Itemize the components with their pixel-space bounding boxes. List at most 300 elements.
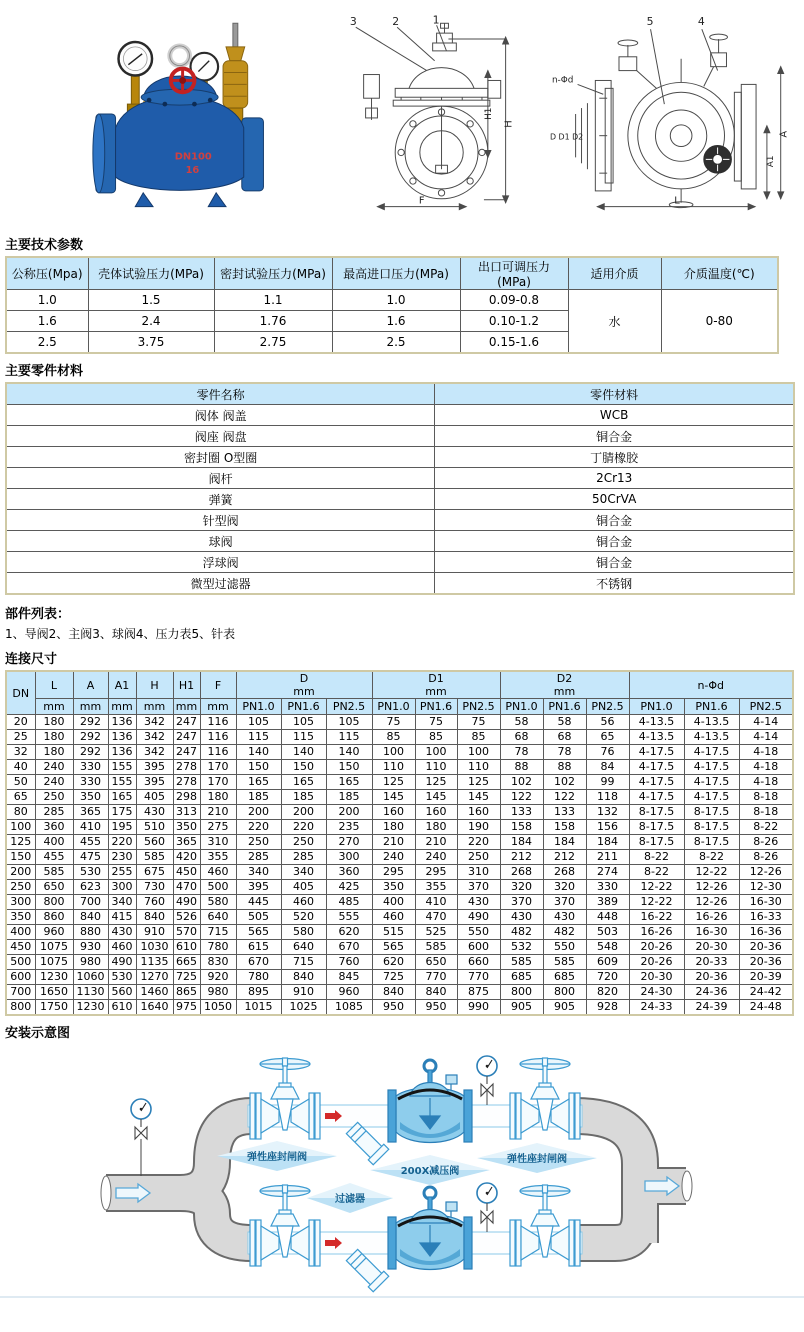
inlet-pressure-gauge <box>131 1099 151 1176</box>
cell: 355 <box>200 850 236 865</box>
cell: 580 <box>281 925 326 940</box>
cell: 8-26 <box>739 850 793 865</box>
cell: 1.76 <box>214 311 332 332</box>
cell: 4-13.5 <box>684 715 739 730</box>
cell: 370 <box>500 895 543 910</box>
params-header-row <box>6 257 778 290</box>
cell: 715 <box>200 925 236 940</box>
cell: 445 <box>236 895 281 910</box>
cell: 292 <box>73 715 108 730</box>
cell: 8-17.5 <box>684 820 739 835</box>
cell: 240 <box>415 850 457 865</box>
cell: 4-17.5 <box>684 775 739 790</box>
cell: 80 <box>6 805 35 820</box>
cell: 180 <box>35 730 73 745</box>
cell: 585 <box>500 955 543 970</box>
cell: 240 <box>35 775 73 790</box>
cell: 295 <box>415 865 457 880</box>
cell: 950 <box>372 1000 415 1016</box>
cell: 24-39 <box>684 1000 739 1016</box>
label-d-d1-d2: D D1 D2 <box>549 132 583 142</box>
cell: 800 <box>500 985 543 1000</box>
cell: 16-30 <box>684 925 739 940</box>
group-header-nphid: n-Φd <box>629 671 793 699</box>
pn-header: PN2.5 <box>586 699 629 715</box>
cell: 555 <box>326 910 372 925</box>
cell: 136 <box>108 730 136 745</box>
cell: 211 <box>586 850 629 865</box>
cell: 100 <box>6 820 35 835</box>
cell: 210 <box>415 835 457 850</box>
table-row <box>6 910 793 925</box>
cell: 8-18 <box>739 790 793 805</box>
cell: 650 <box>35 880 73 895</box>
cell: 389 <box>586 895 629 910</box>
label-n-phi-d: n-Φd <box>551 75 573 86</box>
cell: 610 <box>173 940 200 955</box>
cell: 1025 <box>281 1000 326 1016</box>
cell: 3.75 <box>88 332 214 354</box>
cell: 2Cr13 <box>435 468 794 489</box>
table-row <box>6 835 793 850</box>
cell: 530 <box>108 970 136 985</box>
cell: 365 <box>173 835 200 850</box>
cell: 482 <box>500 925 543 940</box>
conn-header-row-2 <box>6 699 793 715</box>
cell: 278 <box>173 775 200 790</box>
cell: 115 <box>326 730 372 745</box>
cell: 1.6 <box>6 311 88 332</box>
cell: 20 <box>6 715 35 730</box>
dim-a: A <box>778 130 790 138</box>
cell: 460 <box>200 865 236 880</box>
cell: 430 <box>543 910 586 925</box>
gate-valve <box>510 1185 580 1266</box>
cell: 240 <box>35 760 73 775</box>
cell: 320 <box>500 880 543 895</box>
cell: 118 <box>586 790 629 805</box>
pn-header: PN1.0 <box>372 699 415 715</box>
cell: 255 <box>108 865 136 880</box>
cell: 1.5 <box>88 290 214 311</box>
red-handwheel <box>171 69 195 93</box>
cell: 12-26 <box>684 880 739 895</box>
cell: 85 <box>415 730 457 745</box>
cell: 4-13.5 <box>684 730 739 745</box>
cell: 285 <box>236 850 281 865</box>
cell: 185 <box>236 790 281 805</box>
cell: 370 <box>543 895 586 910</box>
cell: 220 <box>108 835 136 850</box>
table-row <box>6 489 794 510</box>
cell: 450 <box>6 940 35 955</box>
params-table <box>5 256 779 354</box>
cell: 12-22 <box>629 895 684 910</box>
cell: 170 <box>200 775 236 790</box>
cell: 220 <box>457 835 500 850</box>
cell: 585 <box>543 955 586 970</box>
cell: 623 <box>73 880 108 895</box>
cell: 1750 <box>35 1000 73 1016</box>
connection-table <box>5 670 794 1016</box>
cell: 640 <box>281 940 326 955</box>
cell: 960 <box>35 925 73 940</box>
dim-l: L <box>673 195 680 207</box>
pilot-gauge <box>477 1183 497 1232</box>
cell: 485 <box>326 895 372 910</box>
table-row <box>6 985 793 1000</box>
photo-marking-pn: 16 <box>185 165 200 177</box>
cell: 550 <box>457 925 500 940</box>
cell: 685 <box>543 970 586 985</box>
table-row <box>6 760 793 775</box>
cell: 190 <box>457 820 500 835</box>
cell: 230 <box>108 850 136 865</box>
cell: 铜合金 <box>435 426 794 447</box>
cell: 20-36 <box>684 970 739 985</box>
label-gate-valve-right: 弹性座封闸阀 <box>507 1154 567 1166</box>
cell: 99 <box>586 775 629 790</box>
cell: 250 <box>6 880 35 895</box>
cell: 510 <box>136 820 173 835</box>
cell: 16-26 <box>684 910 739 925</box>
cell: 32 <box>6 745 35 760</box>
cell: 640 <box>200 910 236 925</box>
cell: 56 <box>586 715 629 730</box>
cell: 300 <box>326 850 372 865</box>
cell: 不锈钢 <box>435 573 794 595</box>
dimensions-section-title: 连接尺寸 <box>5 652 58 667</box>
cell: 76 <box>586 745 629 760</box>
table-row <box>6 820 793 835</box>
cell: 78 <box>543 745 586 760</box>
lower-branch <box>248 1183 582 1292</box>
pn-header: PN1.0 <box>500 699 543 715</box>
cell: 410 <box>73 820 108 835</box>
cell: 448 <box>586 910 629 925</box>
cell: 铜合金 <box>435 510 794 531</box>
label-reducing-valve: 200X减压阀 <box>400 1166 460 1178</box>
cell: 125 <box>415 775 457 790</box>
cell: 1130 <box>73 985 108 1000</box>
cell: 370 <box>457 880 500 895</box>
cell: 210 <box>372 835 415 850</box>
cell: 8-18 <box>739 805 793 820</box>
cell: 185 <box>281 790 326 805</box>
cell: 184 <box>543 835 586 850</box>
cell: 16-26 <box>629 925 684 940</box>
cell: 845 <box>326 970 372 985</box>
cell: 730 <box>136 880 173 895</box>
cell: 116 <box>200 745 236 760</box>
cell: 250 <box>236 835 281 850</box>
cell: 395 <box>236 880 281 895</box>
cell: 700 <box>73 895 108 910</box>
cell: 100 <box>372 745 415 760</box>
table-row <box>6 925 793 940</box>
cell: 铜合金 <box>435 531 794 552</box>
cell: 8-22 <box>629 865 684 880</box>
cell: 455 <box>73 835 108 850</box>
col-header: L <box>35 671 73 699</box>
cell: 122 <box>500 790 543 805</box>
col-header: F <box>200 671 236 699</box>
cell: 195 <box>108 820 136 835</box>
callout-3: 3 <box>350 15 358 29</box>
install-section-title: 安装示意图 <box>5 1026 71 1042</box>
cell: 570 <box>173 925 200 940</box>
cell: 715 <box>281 955 326 970</box>
table-row <box>6 573 794 595</box>
table-row <box>6 805 793 820</box>
cell: 360 <box>35 820 73 835</box>
cell: 905 <box>500 1000 543 1016</box>
cell: 330 <box>73 760 108 775</box>
cell: 50CrVA <box>435 489 794 510</box>
pressure-reducing-valve <box>388 1060 472 1143</box>
cell: 针型阀 <box>6 510 435 531</box>
cell: 470 <box>173 880 200 895</box>
cell: 460 <box>281 895 326 910</box>
cell: 720 <box>586 970 629 985</box>
col-header: 出口可调压力(MPa) <box>460 257 568 290</box>
cell: 110 <box>415 760 457 775</box>
front-view-drawing <box>338 8 525 218</box>
cell: 1.1 <box>214 290 332 311</box>
cell: 65 <box>586 730 629 745</box>
cell: 156 <box>586 820 629 835</box>
cell: 313 <box>173 805 200 820</box>
cell: 330 <box>586 880 629 895</box>
cell: 4-17.5 <box>684 745 739 760</box>
cell: 200 <box>236 805 281 820</box>
pn-header: PN1.0 <box>236 699 281 715</box>
cell: 212 <box>500 850 543 865</box>
pn-header: PN1.6 <box>281 699 326 715</box>
pn-header: PN1.6 <box>684 699 739 715</box>
cell: 415 <box>108 910 136 925</box>
cell: 395 <box>136 775 173 790</box>
cell: 密封圈 O型圈 <box>6 447 435 468</box>
cell: 400 <box>372 895 415 910</box>
cell: 430 <box>457 895 500 910</box>
cell: 140 <box>281 745 326 760</box>
cell: 58 <box>500 715 543 730</box>
cell: 585 <box>136 850 173 865</box>
cell: 585 <box>35 865 73 880</box>
cell: 50 <box>6 775 35 790</box>
cell: 600 <box>6 970 35 985</box>
table-row <box>6 405 794 426</box>
cell: 503 <box>586 925 629 940</box>
cell: 405 <box>281 880 326 895</box>
cell: 116 <box>200 715 236 730</box>
cell: 75 <box>372 715 415 730</box>
cell: 180 <box>35 715 73 730</box>
cell: 150 <box>236 760 281 775</box>
cell: 8-22 <box>629 850 684 865</box>
cell: 4-17.5 <box>629 760 684 775</box>
cell: 200 <box>281 805 326 820</box>
cell: 580 <box>200 895 236 910</box>
side-view-drawing <box>548 8 804 218</box>
cell: 660 <box>457 955 500 970</box>
label-strainer: 过滤器 <box>335 1194 365 1206</box>
table-row <box>6 775 793 790</box>
cell: 100 <box>457 745 500 760</box>
cell: 88 <box>543 760 586 775</box>
cell: 180 <box>372 820 415 835</box>
cell: 450 <box>173 865 200 880</box>
cell: 24-42 <box>739 985 793 1000</box>
cell: 1.0 <box>6 290 88 311</box>
cell: 155 <box>108 775 136 790</box>
cell: 250 <box>35 790 73 805</box>
cell: 158 <box>500 820 543 835</box>
cell: 12-30 <box>739 880 793 895</box>
cell: 430 <box>108 925 136 940</box>
cell: 490 <box>108 955 136 970</box>
cell: 4-14 <box>739 715 793 730</box>
unit-header: mm <box>136 699 173 715</box>
cell: 330 <box>73 775 108 790</box>
col-header: 公称压(Mpa) <box>6 257 88 290</box>
cell: 530 <box>73 865 108 880</box>
table-row <box>6 970 793 985</box>
cell: 365 <box>73 805 108 820</box>
cell: 475 <box>73 850 108 865</box>
cell: 247 <box>173 715 200 730</box>
cell: 160 <box>372 805 415 820</box>
cell: 8-26 <box>739 835 793 850</box>
cell: 482 <box>543 925 586 940</box>
medium-cell: 水 <box>568 290 661 354</box>
col-header: 密封试验压力(MPa) <box>214 257 332 290</box>
unit-header: mm <box>73 699 108 715</box>
cell: 615 <box>236 940 281 955</box>
cell: 405 <box>136 790 173 805</box>
unit-header: mm <box>173 699 200 715</box>
cell: 840 <box>73 910 108 925</box>
col-header: 零件材料 <box>435 383 794 405</box>
cell: 526 <box>173 910 200 925</box>
cell: 1015 <box>236 1000 281 1016</box>
cell: 725 <box>372 970 415 985</box>
cell: 910 <box>136 925 173 940</box>
col-header-dn: DN <box>6 671 35 715</box>
callout-5: 5 <box>646 15 654 29</box>
table-row <box>6 447 794 468</box>
dim-a1: A1 <box>765 155 776 168</box>
cell: 16-30 <box>739 895 793 910</box>
label-gate-valve-left: 弹性座封闸阀 <box>247 1152 307 1164</box>
cell: 235 <box>326 820 372 835</box>
cell: 弹簧 <box>6 489 435 510</box>
cell: 20-36 <box>739 955 793 970</box>
cell: 球阀 <box>6 531 435 552</box>
cell: 180 <box>35 745 73 760</box>
cell: 175 <box>108 805 136 820</box>
cell: 420 <box>173 850 200 865</box>
cell: 670 <box>236 955 281 970</box>
cell: 800 <box>543 985 586 1000</box>
cell: 0.15-1.6 <box>460 332 568 354</box>
cell: 184 <box>500 835 543 850</box>
cell: 770 <box>457 970 500 985</box>
cell: 285 <box>281 850 326 865</box>
cell: 1.0 <box>332 290 460 311</box>
cell: 760 <box>326 955 372 970</box>
cell: 910 <box>281 985 326 1000</box>
cell: 102 <box>543 775 586 790</box>
cell: 310 <box>457 865 500 880</box>
cell: 158 <box>543 820 586 835</box>
cell: 110 <box>457 760 500 775</box>
cell: 165 <box>236 775 281 790</box>
pn-header: PN1.6 <box>415 699 457 715</box>
cell: 12-26 <box>684 895 739 910</box>
cell: 500 <box>200 880 236 895</box>
cell: 1075 <box>35 940 73 955</box>
cell: 360 <box>326 865 372 880</box>
cell: 阀座 阀盘 <box>6 426 435 447</box>
cell: 212 <box>543 850 586 865</box>
callout-4: 4 <box>697 15 705 29</box>
cell: 20-26 <box>629 940 684 955</box>
col-header: 零件名称 <box>6 383 435 405</box>
table-row <box>6 468 794 489</box>
cell: 75 <box>415 715 457 730</box>
cell: 210 <box>200 805 236 820</box>
cell: 20-30 <box>684 940 739 955</box>
cell: 770 <box>415 970 457 985</box>
gate-valve <box>250 1058 320 1139</box>
cell: 4-18 <box>739 745 793 760</box>
cell: 1230 <box>73 1000 108 1016</box>
cell: 600 <box>457 940 500 955</box>
cell: 145 <box>415 790 457 805</box>
cell: 185 <box>326 790 372 805</box>
cell: 295 <box>372 865 415 880</box>
cell: 609 <box>586 955 629 970</box>
cell: 960 <box>326 985 372 1000</box>
cell: 430 <box>500 910 543 925</box>
cell: 275 <box>200 820 236 835</box>
pn-header: PN2.5 <box>326 699 372 715</box>
cell: 12-22 <box>629 880 684 895</box>
table-row <box>6 1000 793 1016</box>
cell: 515 <box>372 925 415 940</box>
cell: 460 <box>108 940 136 955</box>
cell: 122 <box>543 790 586 805</box>
cell: 浮球阀 <box>6 552 435 573</box>
cell: 105 <box>281 715 326 730</box>
cell: 270 <box>326 835 372 850</box>
params-section-title: 主要技术参数 <box>5 238 84 253</box>
cell: 8-17.5 <box>629 805 684 820</box>
cell: 136 <box>108 745 136 760</box>
materials-header-row <box>6 383 794 405</box>
cell: 395 <box>136 760 173 775</box>
cell: 4-17.5 <box>629 775 684 790</box>
cell: 105 <box>236 715 281 730</box>
cell: 125 <box>457 775 500 790</box>
cell: 100 <box>415 745 457 760</box>
cell: 292 <box>73 730 108 745</box>
table-row <box>6 790 793 805</box>
cell: 165 <box>326 775 372 790</box>
cell: 8-22 <box>739 820 793 835</box>
